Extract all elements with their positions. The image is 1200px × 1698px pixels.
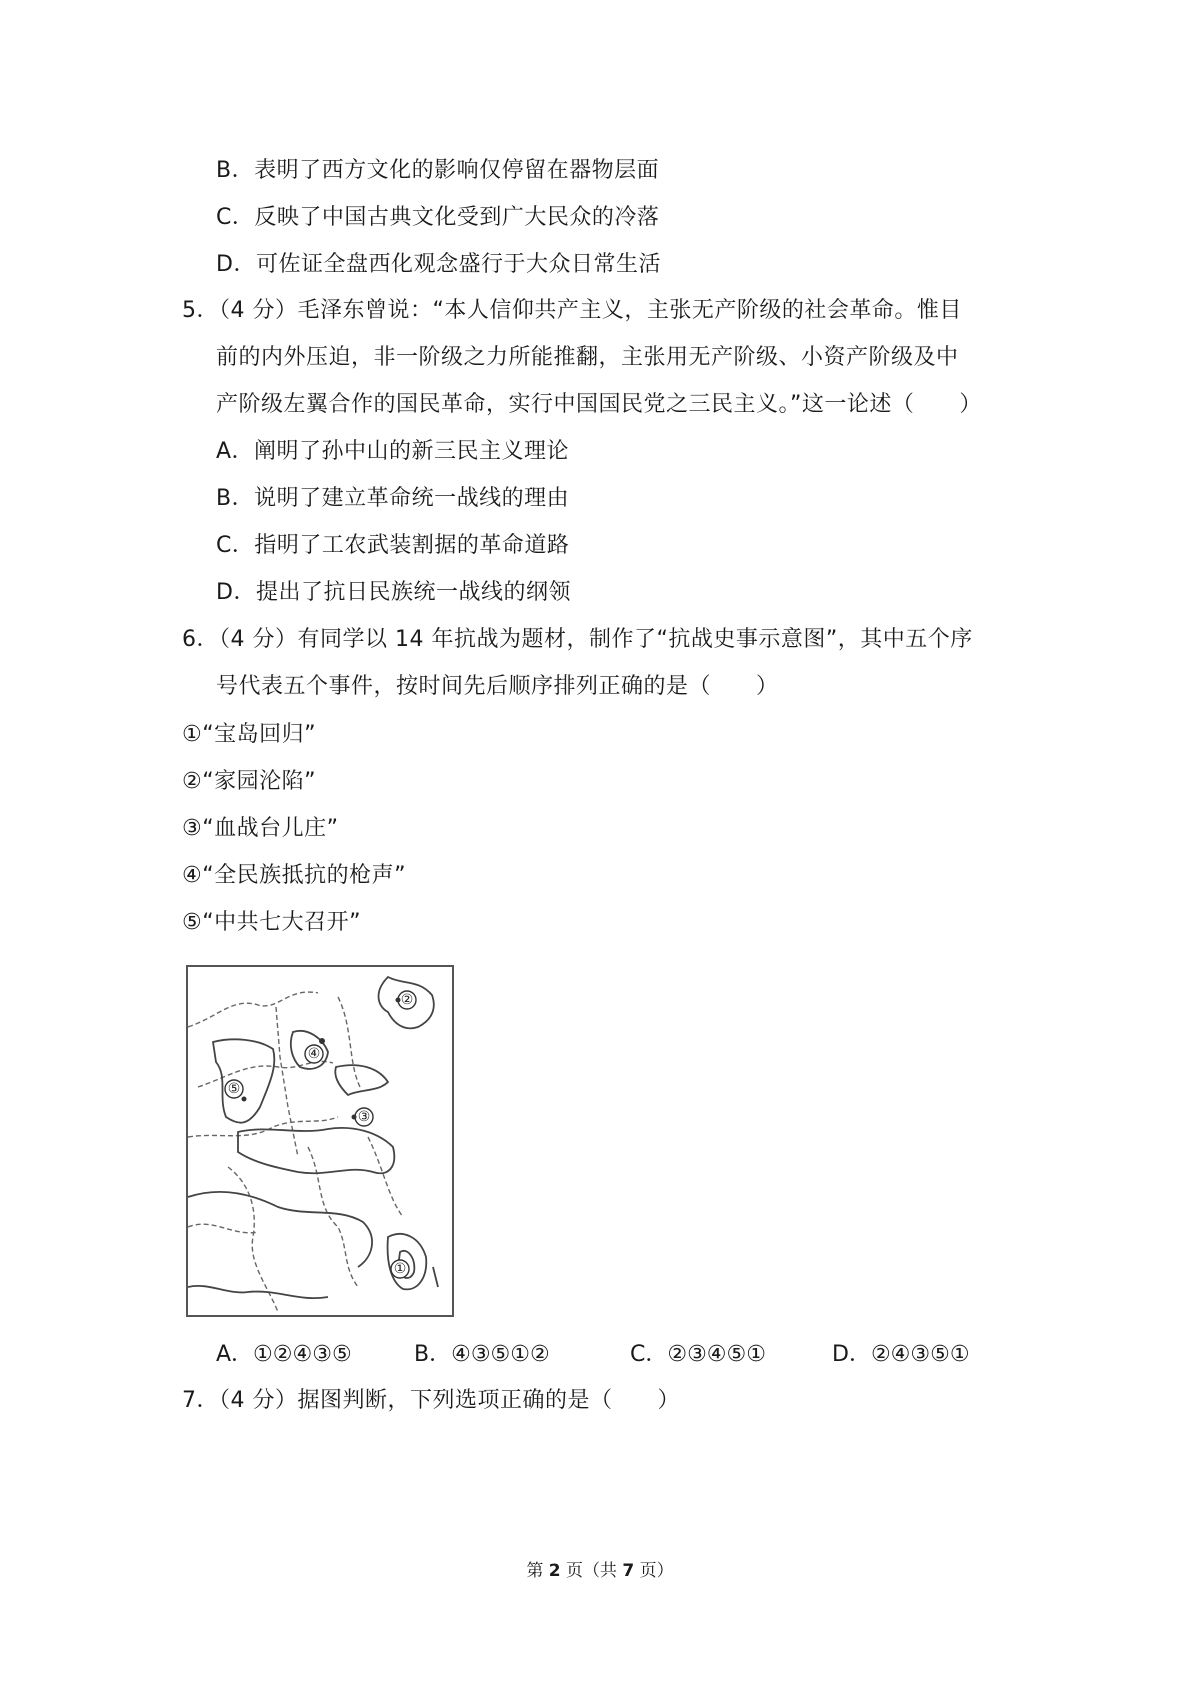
q6-event-2: ②“家园沦陷” <box>182 769 317 794</box>
q6-option-d: D．②④③⑤① <box>832 1342 970 1367</box>
q4-option-d: D．可佐证全盘西化观念盛行于大众日常生活 <box>216 252 661 277</box>
q4-option-b: B．表明了西方文化的影响仅停留在器物层面 <box>216 158 660 183</box>
q5-option-c: C．指明了工农武装割据的革命道路 <box>216 533 570 558</box>
footer-prefix: 第 <box>526 1561 549 1581</box>
q5-stem-line-2: 前的内外压迫，非一阶级之力所能推翻，主张用无产阶级、小资产阶级及中 <box>216 345 959 370</box>
q6-option-a: A．①②④③⑤ <box>216 1342 352 1367</box>
q5-stem-line-3: 产阶级左翼合作的国民革命，实行中国国民党之三民主义。”这一论述（ ） <box>216 392 982 417</box>
map-marker-2: ② <box>400 992 414 1008</box>
q6-event-1: ①“宝岛回归” <box>182 722 317 747</box>
q6-stem-line-2: 号代表五个事件，按时间先后顺序排列正确的是（ ） <box>216 674 779 699</box>
footer-suffix: 页） <box>634 1561 674 1581</box>
war-events-map <box>186 965 454 1317</box>
q6-option-b: B．④③⑤①② <box>414 1342 550 1367</box>
q6-option-c: C．②③④⑤① <box>630 1342 766 1367</box>
footer-page-number: 2 <box>548 1561 561 1581</box>
map-marker-1: ① <box>393 1261 407 1277</box>
q5-option-a: A．阐明了孙中山的新三民主义理论 <box>216 439 570 464</box>
footer-middle: 页（共 <box>560 1561 623 1581</box>
q5-option-b: B．说明了建立革命统一战线的理由 <box>216 486 570 511</box>
q5-stem-line-1: 5．（4 分）毛泽东曾说：“本人信仰共产主义，主张无产阶级的社会革命。惟目 <box>182 298 962 323</box>
map-marker-4: ④ <box>307 1046 321 1062</box>
map-marker-5: ⑤ <box>227 1081 241 1097</box>
page-footer <box>0 1556 1200 1581</box>
q6-event-3: ③“血战台儿庄” <box>182 816 339 841</box>
q6-stem-line-1: 6．（4 分）有同学以 14 年抗战为题材，制作了“抗战史事示意图”，其中五个序 <box>182 627 973 652</box>
beijing-star-icon <box>319 1038 325 1044</box>
footer-total-pages: 7 <box>622 1561 635 1581</box>
q6-event-5: ⑤“中共七大召开” <box>182 910 362 935</box>
q4-option-c: C．反映了中国古典文化受到广大民众的冷落 <box>216 205 660 230</box>
q6-event-4: ④“全民族抵抗的枪声” <box>182 863 407 888</box>
map-outline-drawing <box>188 967 452 1315</box>
map-marker-3: ③ <box>357 1109 371 1125</box>
q7-stem: 7．（4 分）据图判断，下列选项正确的是（ ） <box>182 1388 680 1413</box>
q5-option-d: D．提出了抗日民族统一战线的纲领 <box>216 580 571 605</box>
